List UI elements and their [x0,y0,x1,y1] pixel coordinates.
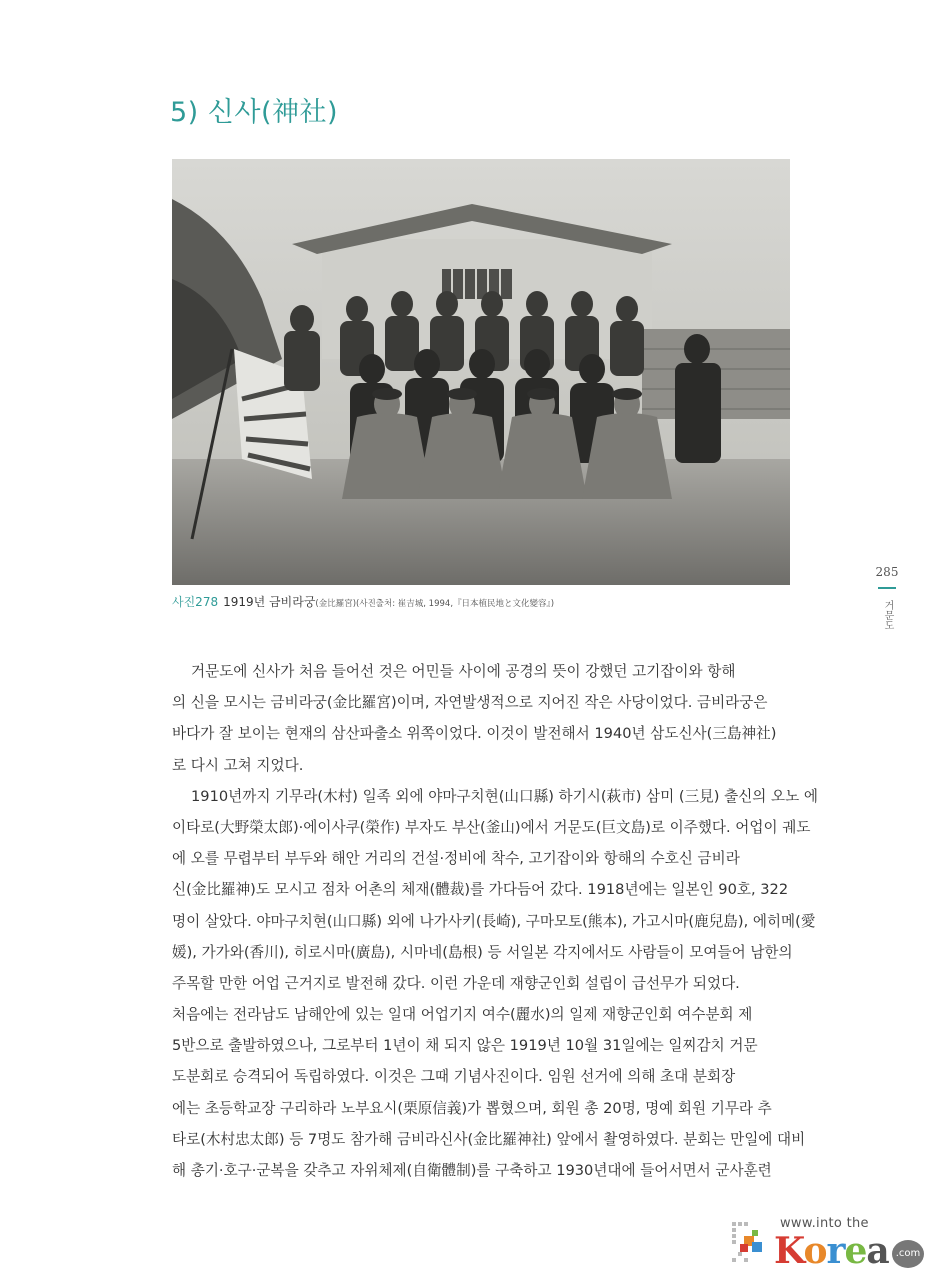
body-line: 의 신을 모시는 금비라궁(金比羅宮)이며, 자연발생적으로 지어진 작은 사당이었다. 금비라궁은 [172,694,768,712]
historical-photo [172,159,790,585]
body-line: 媛), 가가와(香川), 히로시마(廣島), 시마네(島根) 등 서일본 각지에서도 사람들이 모여들어 남한의 [172,943,793,961]
body-line: 타로(木村忠太郎) 등 7명도 참가해 금비라신사(金比羅神社) 앞에서 촬영하였다. 분회는 만일에 대비 [172,1130,806,1148]
body-line: 주목할 만한 어업 근거지로 발전해 갔다. 이런 가운데 재향군인회 설립이 급선무가 되었다. [172,974,740,992]
body-line: 명이 살았다. 야마구치현(山口縣) 외에 나가사키(長崎), 구마모토(熊本), 가고시마(鹿兒島), 에히메(愛 [172,912,816,930]
body-line: 에는 초등학교장 구리하라 노부요시(栗原信義)가 뽑혔으며, 회원 총 20명, 명예 회원 기무라 추 [172,1099,772,1117]
logo-www-text: www.into the [780,1216,869,1231]
intothekorea-logo[interactable] [732,1216,928,1272]
body-line: 5반으로 출발하였으나, 그로부터 1년이 채 되지 않은 1919년 10월 31일에는 일찌감치 거문 [172,1037,758,1055]
body-line: 처음에는 전라남도 남해안에 있는 일대 어업기지 여수(麗水)의 일제 재향군인회 여수분회 제 [172,1006,753,1024]
body-line: 해 총기·호구·군복을 갖추고 자위체제(自衛體制)를 구축하고 1930년대에 들어서면서 군사훈련 [172,1162,772,1179]
body-line: 1910년까지 기무라(木村) 일족 외에 야마구치현(山口縣) 하기시(萩市) 삼미 (三見) 출신의 오노 에 [191,787,818,805]
body-line: 거문도에 신사가 처음 들어선 것은 어민들 사이에 공경의 뜻이 강했던 고기잡이와 항해 [191,663,736,680]
page-number: 285 [875,565,899,579]
body-line: 에 오를 무렵부터 부두와 해안 거리의 건설·정비에 착수, 고기잡이와 항해의 수호신 금비라 [172,850,740,868]
caption-hanja: (金比羅宮)(사진출처: 崔吉城, 1994,『日本植民地と文化變容』) [315,599,555,609]
body-line: 이타로(大野榮太郎)·에이사쿠(榮作) 부자도 부산(釜山)에서 거문도(巨文島)로 이주했다. 어업이 궤도 [172,818,811,836]
body-line: 바다가 잘 보이는 현재의 삼산파출소 위쪽이었다. 이것이 발전해서 1940년 삼도신사(三島神社) [172,725,777,743]
body-text [172,656,818,1186]
page-section-label: 거문도 [882,600,893,630]
body-line: 로 다시 고쳐 지었다. [172,756,304,774]
body-line: 도분회로 승격되어 독립하였다. 이것은 그때 기념사진이다. 임원 선거에 의해 초대 분회장 [172,1068,736,1086]
logo-wordmark: Korea [774,1230,889,1272]
body-line: 신(金比羅神)도 모시고 점차 어촌의 체재(體裁)를 가다듬어 갔다. 1918년에는 일본인 90호, 322 [172,881,789,899]
section-title: 5) 신사(神社) [170,97,339,128]
page-rule [878,587,896,589]
logo-dots-icon [732,1222,766,1266]
caption-number: 사진278 [172,595,219,609]
caption-text: 1919년 금비라궁 [223,595,316,609]
logo-com-badge: .com [892,1240,924,1268]
photo-caption [172,593,812,610]
